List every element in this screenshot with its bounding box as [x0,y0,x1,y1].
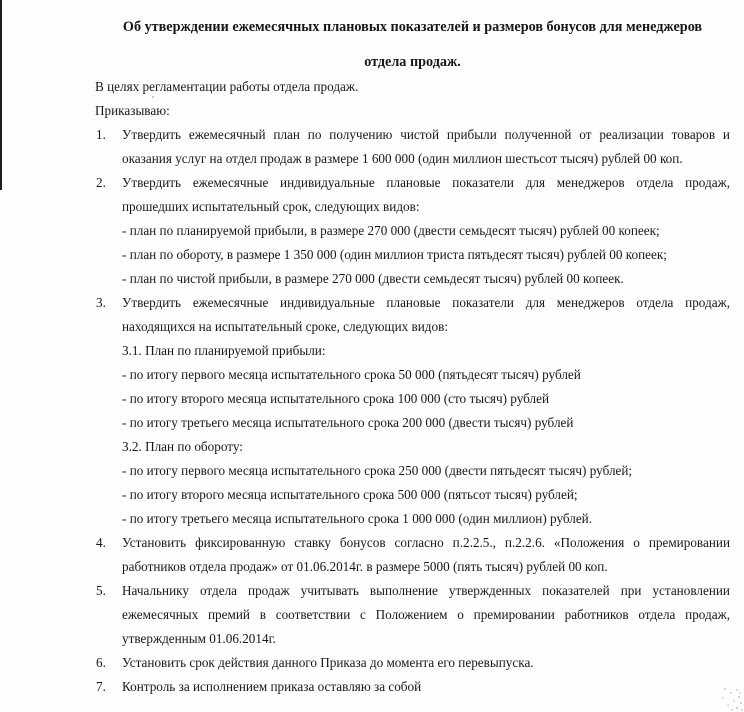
item-1-number: 1. [96,127,106,142]
item-3-sub-5: - по итогу второго месяца испытательного срока 500 000 (пятьсот тысяч) рублей; [122,487,578,502]
document-body [95,0,730,699]
order-item-4 [95,531,730,579]
title-line-1: Об утверждении ежемесячных плановых показателей и размеров бонусов для менеджеров [122,19,703,35]
item-4-number: 4. [96,535,106,550]
item-5-line-1: Начальнику отдела продаж учитывать выполнение утвержденных показателей при установлении [122,583,730,598]
item-1-line-1: Утвердить ежемесячный план по получению чистой прибыли полученной от реализации товаров и [122,127,730,142]
item-5-line-3: утвержденным 01.06.2014г. [122,631,276,646]
title-line-2: отдела продаж. [364,54,461,70]
item-4-line-1: Установить фиксированную ставку бонусов согласно п.2.2.5., п.2.2.6. «Положения о премировании [122,535,730,550]
item-7-line-1: Контроль за исполнением приказа оставляю за собой [122,679,422,694]
item-3-line-1: Утвердить ежемесячные индивидуальные плановые показатели для менеджеров отдела продаж, [122,295,730,310]
item-5-number: 5. [96,583,106,598]
intro-paragraph: В целях регламентации работы отдела продаж. [95,79,359,94]
item-6-number: 6. [96,655,106,670]
order-item-7 [95,675,730,699]
item-2-line-1: Утвердить ежемесячные индивидуальные плановые показатели для менеджеров отдела продаж, [122,175,730,190]
item-4-line-2: работников отдела продаж» от 01.06.2014г. в размере 5000 (пять тысяч) рублей 00 коп. [122,559,608,574]
item-3-line-2: находящихся на испытательный сроке, следующих видов: [122,319,449,334]
order-item-2 [95,171,730,291]
order-item-5 [95,579,730,651]
order-item-1 [95,123,730,171]
item-3-sub-heading-3-2: 3.2. План по обороту: [122,439,243,454]
scan-edge-artifact [0,0,2,190]
item-3-sub-6: - по итогу третьего месяца испытательного срока 1 000 000 (один миллион) рублей. [122,511,593,526]
scan-noise-speckles [724,688,726,690]
item-3-sub-4: - по итогу первого месяца испытательного срока 250 000 (двести пятьдесят тысяч) рублей; [122,463,633,478]
order-item-3 [95,291,730,531]
item-5-line-2: ежемесячных премий в соответствии с Положением о премировании работников отдела продаж, [122,607,730,622]
item-1-line-2: оказания услуг на отдел продаж в размере 1 600 000 (один миллион шестьсот тысяч) рублей 00 коп. [122,151,683,166]
item-2-sub-3: - план по чистой прибыли, в размере 270 000 (двести семьдесят тысяч) рублей 00 копеек. [122,271,624,286]
item-3-sub-2: - по итогу второго месяца испытательного срока 100 000 (сто тысяч) рублей [122,391,550,406]
item-3-sub-3: - по итогу третьего месяца испытательного срока 200 000 (двести тысяч) рублей [122,415,574,430]
item-3-number: 3. [96,295,106,310]
item-6-line-1: Установить срок действия данного Приказа до момента его перевыпуска. [122,655,534,670]
order-item-6 [95,651,730,675]
item-2-sub-2: - план по обороту, в размере 1 350 000 (один миллион триста пятьдесят тысяч) рублей 00 копеек; [122,247,667,262]
item-3-sub-heading-3-1: 3.1. План по планируемой прибыли: [122,343,326,358]
document-title [95,15,730,74]
item-7-number: 7. [96,679,106,694]
item-2-number: 2. [96,175,106,190]
item-2-sub-1: - план по планируемой прибыли, в размере 270 000 (двести семьдесят тысяч) рублей 00 копеек; [122,223,660,238]
item-3-sub-1: - по итогу первого месяца испытательного срока 50 000 (пятьдесят тысяч) рублей [122,367,581,382]
order-word: Приказываю: [95,103,170,118]
item-2-line-2: прошедших испытательный срок, следующих видов: [122,199,420,214]
